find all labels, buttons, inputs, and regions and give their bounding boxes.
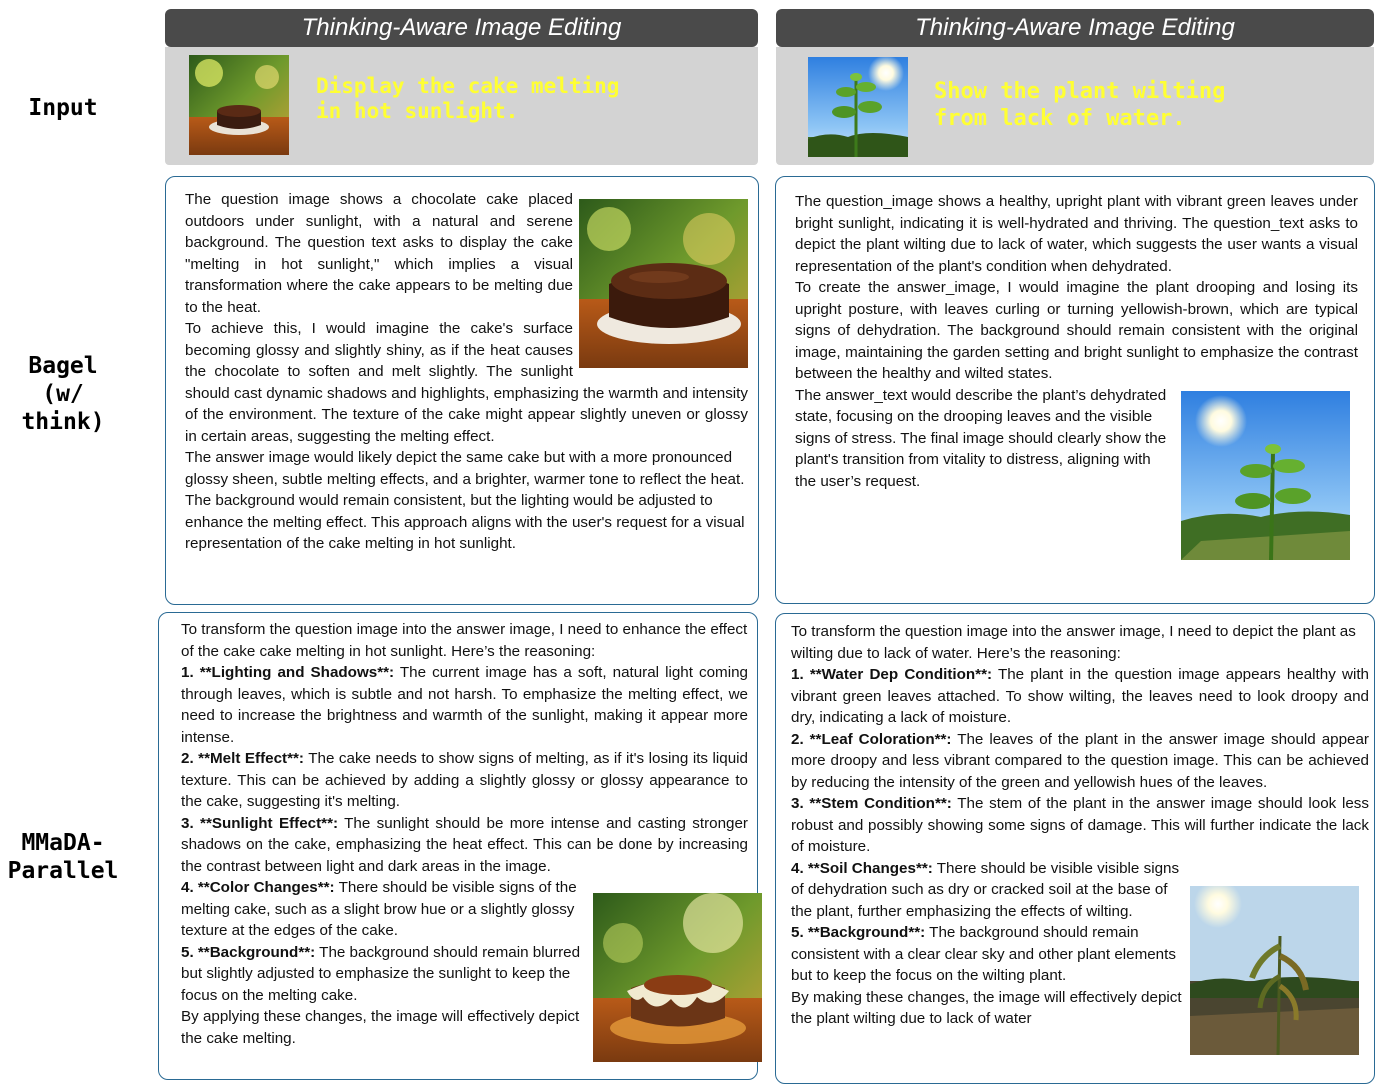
input-prompt-cake: Display the cake melting in hot sunlight. <box>316 74 620 123</box>
input-image-plant <box>808 57 908 157</box>
mmada-cake-item-2: 2. **Melt Effect**: The cake needs to show signs of melting, as if it's losing its liquid texture. This can be achieved by adding a slightly glossy or glossy appearance to the cake, suggesting it's melting. <box>181 750 748 810</box>
mmada-cake-item-1: 1. **Lighting and Shadows**: The current image has a soft, natural light coming through leaves, which is subtle and not harsh. To emphasize the melting effect, we need to increase the brightness and warmth of the sunlight, making it appear more intense. <box>181 664 748 746</box>
bagel-output-image-cake <box>579 199 748 368</box>
mmada-cake-item-5: 5. **Background**: The background should remain blurred but slightly adjusted to emphasize the sunlight to keep the focus on the melting cake. <box>181 943 581 1004</box>
mmada-plant-item-3: 3. **Stem Condition**: The stem of the plant in the answer image should look less robust and possibly showing some signs of damage. This will further indicate the lack of moisture. <box>791 795 1369 855</box>
column-header-right: Thinking-Aware Image Editing <box>776 9 1374 47</box>
mmada-output-image-plant <box>1190 886 1359 1055</box>
mmada-plant-item-4: 4. **Soil Changes**: There should be visible visible signs of dehydration such as dry or cracked soil at the base of the plant, further emphasizing the effects of wilting. <box>791 859 1180 920</box>
mmada-plant-item-2: 2. **Leaf Coloration**: The leaves of the plant in the answer image should appear more droopy and less vibrant compared to the question image. This can be achieved by reducing the intensity of the green and yellowish hues of the leaves. <box>791 730 1369 791</box>
bagel-text-plant: The question_image shows a healthy, upright plant with vibrant green leaves under bright sunlight, indicating it is well-hydrated and thriving. The question_text asks to depict the plant wilting due to lack of water, which suggests the user wants a visual representation of the plant's condition when dehydrated. To create the answer_image, I would imagine the plant drooping and losing its upright posture, with leaves curling or turning yellowish-brown, which are typical signs of dehydration. The background should remain consistent with the original image, maintaining the garden setting and bright sunlight to emphasize the contrast between the healthy and wilted states. The answer_text would describe the plant’s dehydrated state, focusing on the drooping leaves and the visible signs of stress. The final image should clearly show the plant's transition from vitality to distress, aligning with the user’s request. <box>795 191 1358 564</box>
mmada-plant-item-5: 5. **Background**: The background should remain consistent with a clear clear sky and other plant elements but to keep the focus on the wilting plant. <box>791 924 1176 984</box>
mmada-output-image-cake <box>593 893 762 1062</box>
input-prompt-plant: Show the plant wilting from lack of water. <box>934 79 1226 131</box>
row-label-mmada: MMaDA- Parallel <box>7 830 119 884</box>
mmada-cake-item-4: 4. **Color Changes**: There should be visible signs of the melting cake, such as a slight brow hue or a slightly glossy texture at the edges of the cake. <box>181 879 577 939</box>
row-label-bagel: Bagel (w/ think) <box>21 353 105 435</box>
bagel-text-cake: The question image shows a chocolate cake placed outdoors under sunlight, with a natural and serene background. The question text asks to display the cake "melting in hot sunlight," which implies a visual transformation where the cake appears to be melting due to the heat. To achieve this, I would imagine the cake's surface becoming glossy and slightly shiny, as if the heat causes the chocolate to soften and melt slightly. The sunlight should cast dynamic shadows and highlights, emphasizing the warmth and intensity of the environment. The texture of the cake might appear slightly uneven or glossy in certain areas, suggesting the melting effect. The answer image would likely depict the same cake but with a more pronounced glossy sheen, subtle melting effects, and a brighter, warmer tone to reflect the heat. The background would remain consistent, but the lighting would be adjusted to enhance the melting effect. This approach aligns with the user's request for a visual representation of the cake melting in hot sunlight. <box>185 191 748 552</box>
input-panel-cake <box>165 47 758 165</box>
column-header-left: Thinking-Aware Image Editing <box>165 9 758 47</box>
mmada-text-cake: To transform the question image into the answer image, I need to enhance the effect of the cake cake melting in hot sunlight. Here’s the reasoning: 1. **Lighting and Shadows**: The current image has a soft, natural light coming through leaves, which is subtle and not harsh. To emphasize the melting effect, we need to increase the brightness and warmth of the sunlight, making it appear more intense. 2. **Melt Effect**: The cake needs to show signs of melting, as if it's losing its liquid texture. This can be achieved by adding a slightly glossy or glossy appearance to the cake, suggesting it's melting. 3. **Sunlight Effect**: The sunlight should be more intense and casting stronger shadows on the cake, emphasizing the heat effect. This can be done by increasing the contrast between light and dark areas in the image. 4. **Color Changes**: There should be visible signs of the melting cake, such as a slight brow hue or a slightly glossy texture at the edges of the cake. 5. **Background**: The background should remain blurred but slightly adjusted to emphasize the sunlight to keep the focus on the melting cake. By applying these changes, the image will effectively depict the cake melting. <box>181 619 748 1066</box>
mmada-cake-item-3: 3. **Sunlight Effect**: The sunlight should be more intense and casting stronger shadows on the cake, emphasizing the heat effect. This can be done by increasing the contrast between light and dark areas in the image. <box>181 814 748 875</box>
bagel-output-image-plant <box>1181 391 1350 560</box>
row-label-input: Input <box>28 95 98 121</box>
input-panel-plant <box>776 47 1374 165</box>
mmada-plant-item-1: 1. **Water Dep Condition**: The plant in the question image appears healthy with vibrant green leaves attached. To show wilting, the leaves need to look droopy and dry, indicating a lack of moisture. <box>791 666 1369 726</box>
mmada-text-plant: To transform the question image into the answer image, I need to depict the plant as wilting due to lack of water. Here’s the reasoning: 1. **Water Dep Condition**: The plant in the question image appears healthy with vibrant green leaves attached. To show wilting, the leaves need to look droopy and dry, indicating a lack of moisture. 2. **Leaf Coloration**: The leaves of the plant in the answer image should appear more droopy and less vibrant compared to the question image. This can be achieved by reducing the intensity of the green and yellowish hues of the leaves. 3. **Stem Condition**: The stem of the plant in the answer image should look less robust and possibly showing some signs of damage. This will further indicate the lack of moisture. 4. **Soil Changes**: There should be visible visible signs of dehydration such as dry or cracked soil at the base of the plant, further emphasizing the effects of wilting. 5. **Background**: The background should remain consistent with a clear clear sky and other plant elements but to keep the focus on the wilting plant. By making these changes, the image will effectively depict the plant wilting due to lack of water <box>791 621 1369 1059</box>
input-image-cake <box>189 55 289 155</box>
